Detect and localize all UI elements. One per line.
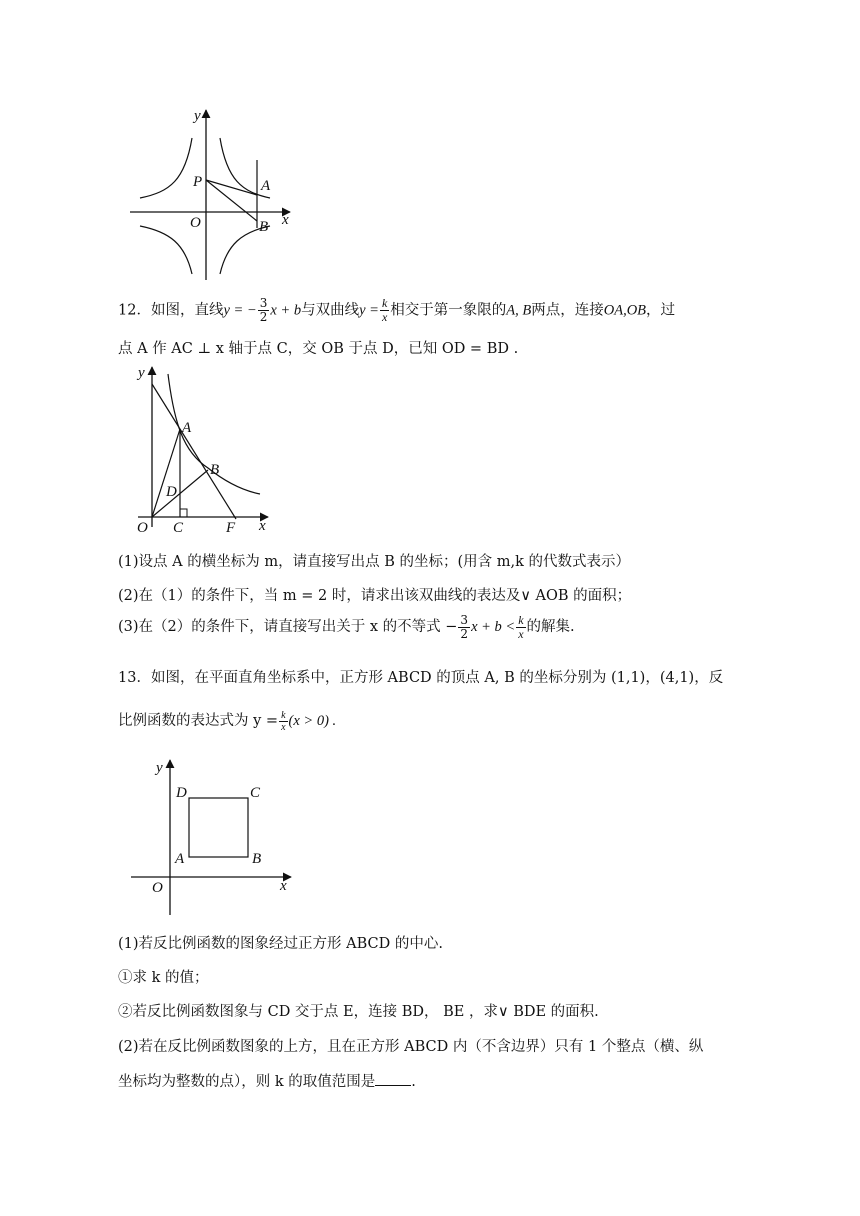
label-x: x — [280, 878, 287, 894]
q12-stem-line1: 12．如图，直线y = − $\frac{3}{2}$ x + b与双曲线y = $\frac{k}{x}$ 相交于第一象限的A, B两点，连接OA,OB，过 — [118, 296, 676, 324]
q13-stem-line1: 13．如图，在平面直角坐标系中，正方形 ABCD 的顶点 A, B 的坐标分别为 (1,1)，(4,1)，反 — [118, 670, 724, 686]
label-y: y — [194, 108, 201, 124]
label-a: A — [182, 420, 192, 436]
label-y: y — [156, 760, 163, 776]
fraction-3-2: $\frac{3}{2}$ — [460, 612, 469, 641]
fraction-k-x: $\frac{k}{x}$ — [518, 612, 524, 641]
answer-blank[interactable] — [375, 1071, 411, 1086]
q13-sub1-ii: ②若反比例函数图象与 CD 交于点 E，连接 BD， BE ，求∨ BDE 的面积. — [118, 1004, 599, 1020]
label-d: D — [176, 785, 187, 801]
label-y: y — [138, 365, 145, 381]
label-c: C — [250, 785, 261, 801]
label-c: C — [173, 520, 184, 536]
q12-sub1: (1)设点 A 的横坐标为 m，请直接写出点 B 的坐标；(用含 m,k 的代数式表示） — [118, 554, 630, 570]
q13-sub2-line1: (2)若在反比例函数图象的上方，且在正方形 ABCD 内（不含边界）只有 1 个整点（横、纵 — [118, 1039, 704, 1055]
label-b: B — [210, 462, 220, 478]
q13-sub2-line2: 坐标均为整数的点），则 k 的取值范围是 . — [118, 1071, 416, 1092]
label-p: P — [193, 174, 203, 190]
hyperbola-branch-q2 — [140, 138, 192, 198]
line-y-eq — [152, 384, 236, 519]
label-x: x — [259, 518, 266, 534]
right-angle-mark — [180, 509, 187, 517]
q12-sub3: (3)在（2）的条件下，请直接写出关于 x 的不等式 − $\frac{3}{2}$ x + b < $\frac{k}{x}$ 的解集. — [118, 612, 575, 641]
label-o: O — [190, 215, 201, 231]
fraction-k-x: $\frac{k}{x}$ — [281, 709, 286, 733]
figure-hyperbola-pab — [120, 100, 310, 285]
label-b: B — [252, 851, 262, 867]
label-b: B — [259, 219, 269, 235]
q13-sub1: (1)若反比例函数的图象经过正方形 ABCD 的中心. — [118, 936, 443, 952]
label-o: O — [152, 880, 163, 896]
label-a: A — [175, 851, 185, 867]
q12-stem-line2: 点 A 作 AC ⊥ x 轴于点 C，交 OB 于点 D，已知 OD = BD . — [118, 341, 519, 357]
segment-oa — [152, 429, 180, 517]
label-d: D — [166, 484, 177, 500]
segment-pa — [206, 180, 257, 195]
label-a: A — [261, 178, 271, 194]
fraction-3-2: $\frac{3}{2}$ — [259, 296, 268, 324]
label-o: O — [137, 520, 148, 536]
q12-sub2: (2)在（1）的条件下，当 m = 2 时，请求出该双曲线的表达及∨ AOB 的面积； — [118, 588, 632, 604]
q13-sub1-i: ①求 k 的值； — [118, 970, 209, 986]
figure-q12-hyperbola — [128, 362, 278, 542]
figure-square-abcd — [126, 755, 301, 920]
hyperbola-branch-q3 — [140, 226, 192, 274]
q13-stem-line2: 比例函数的表达式为 y = $\frac{k}{x}$ (x > 0) . — [118, 709, 337, 733]
label-x: x — [282, 212, 289, 228]
segment-pb — [206, 180, 257, 221]
label-f: F — [226, 520, 236, 536]
square-abcd — [189, 798, 248, 857]
fraction-k-x: $\frac{k}{x}$ — [381, 296, 388, 324]
